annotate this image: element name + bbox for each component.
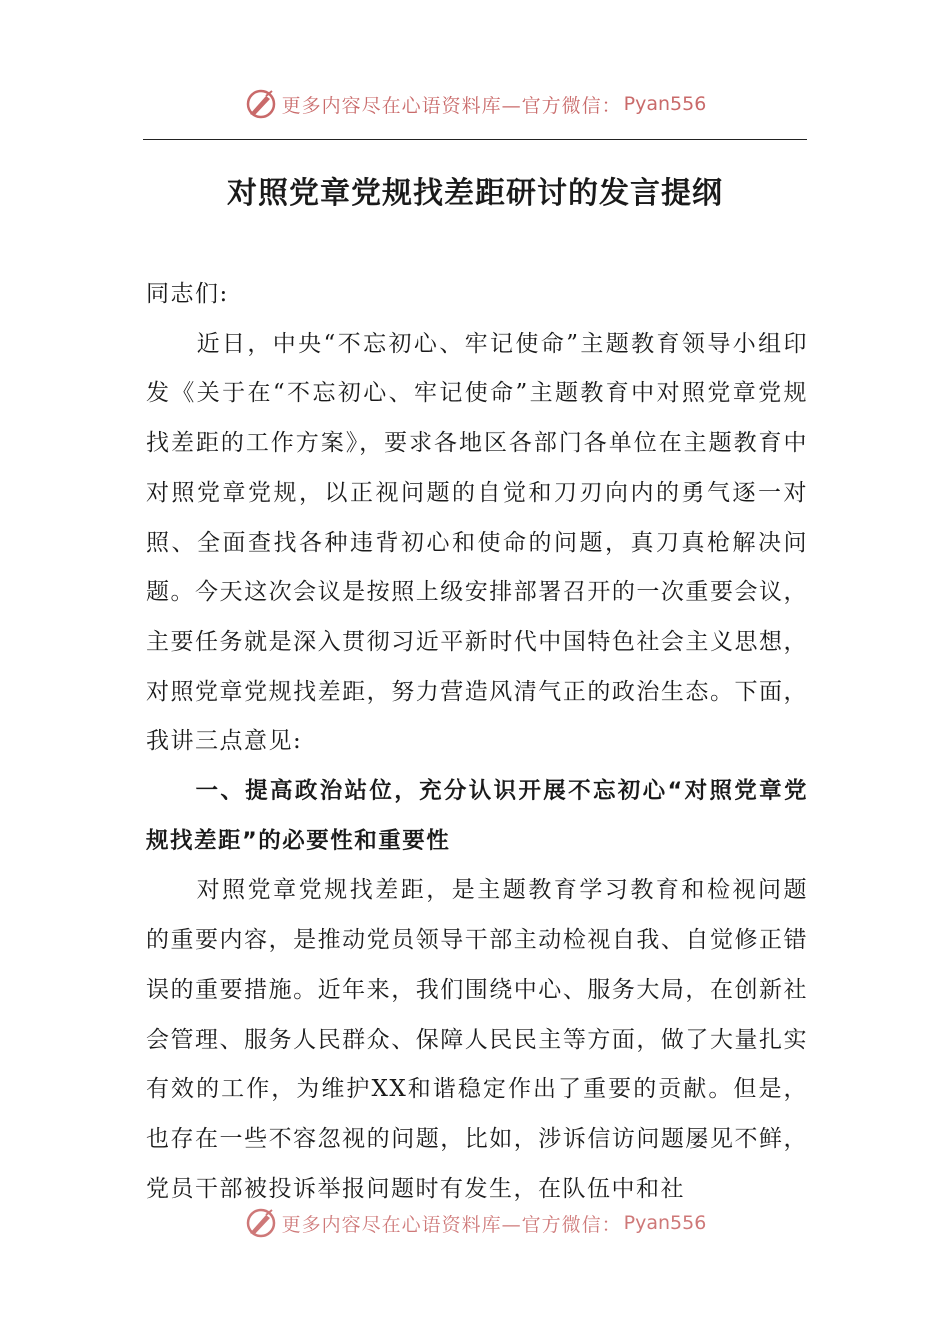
header-divider bbox=[143, 139, 807, 140]
document-title: 对照党章党规找差距研讨的发言提纲 bbox=[227, 176, 723, 211]
pen-logo-icon bbox=[244, 1206, 278, 1240]
paragraph-2: 对照党章党规找差距，是主题教育学习教育和检视问题的重要内容，是推动党员领导干部主动检视自我、自觉修正错误的重要措施。近年来，我们围绕中心、服务大局，在创新社会管理、服务人民群众、保障人民民主等方面，做了大量扎实有效的工作，为维护XX和谐稳定作出了重要的贡献。但是，也存在一些不容忽视的问题，比如，涉诉信访问题屡见不鲜，党员干部被投诉举报问题时有发生，在队伍中和社 bbox=[146, 877, 808, 1202]
watermark-footer bbox=[0, 1203, 950, 1243]
watermark-id: Pyan556 bbox=[623, 93, 707, 115]
watermark-header bbox=[0, 84, 950, 124]
watermark-text: 更多内容尽在心语资料库—官方微信： bbox=[281, 94, 622, 117]
watermark-text: 更多内容尽在心语资料库—官方微信： bbox=[281, 1213, 622, 1236]
pen-logo-icon bbox=[244, 87, 278, 121]
salutation: 同志们: bbox=[146, 281, 229, 307]
document-body bbox=[146, 270, 808, 1214]
watermark-id: Pyan556 bbox=[623, 1212, 707, 1234]
paragraph-1: 近日，中央“不忘初心、牢记使命”主题教育领导小组印发《关于在“不忘初心、牢记使命”主题教育中对照党章党规找差距的工作方案》，要求各地区各部门各单位在主题教育中对照党章党规，以正视问题的自觉和刀刃向内的勇气逐一对照、全面查找各种违背初心和使命的问题，真刀真枪解决问题。今天这次会议是按照上级安排部署召开的一次重要会议，主要任务就是深入贯彻习近平新时代中国特色社会主义思想，对照党章党规找差距，努力营造风清气正的政治生态。下面，我讲三点意见: bbox=[146, 330, 808, 755]
section-heading-1: 一、提高政治站位，充分认识开展不忘初心“对照党章党规找差距”的必要性和重要性 bbox=[146, 778, 808, 854]
